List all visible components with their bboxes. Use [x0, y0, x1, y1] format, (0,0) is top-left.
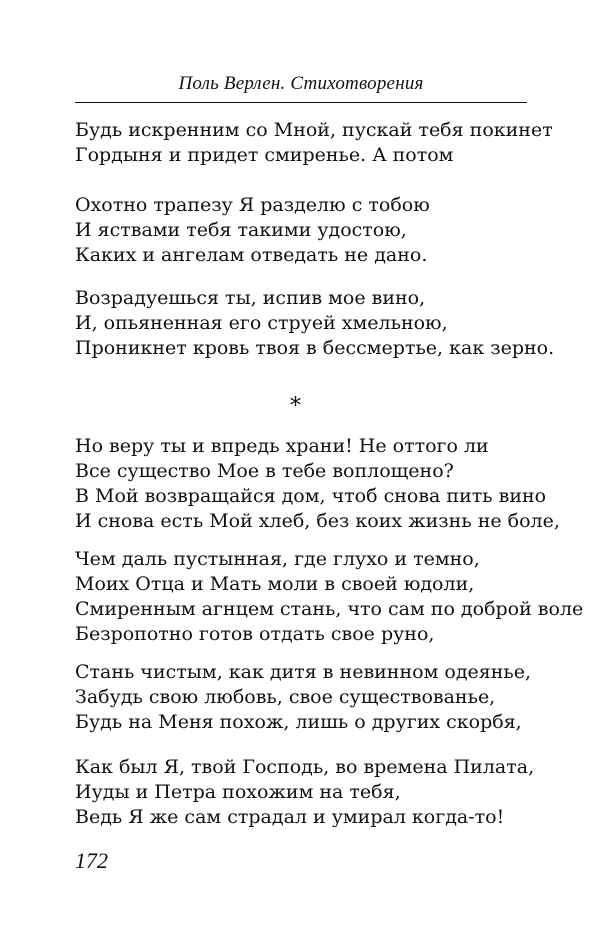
poem-line: Стань чистым, как дитя в невинном одеянье, [75, 661, 532, 683]
stanza-2 [75, 193, 535, 268]
poem-line: И снова есть Мой хлеб, без коих жизнь не боле, [75, 510, 560, 532]
stanza-1 [75, 118, 553, 168]
section-divider-asterisk: * [290, 394, 301, 419]
poem-line: Безропотно готов отдать свое руно, [75, 623, 435, 645]
poem-line: Как был Я, твой Господь, во времена Пилата, [75, 756, 535, 778]
poem-line: Каких и ангелам отведать не дано. [75, 244, 428, 266]
stanza-6 [75, 660, 535, 735]
poem-line: Иуды и Петра похожим на тебя, [75, 781, 401, 803]
stanza-3 [75, 286, 555, 361]
page-number: 172 [75, 848, 108, 873]
poem-line: Ведь Я же сам страдал и умирал когда-то! [75, 806, 505, 828]
stanza-5 [75, 547, 584, 647]
stanza-4 [75, 434, 560, 534]
poem-line: Но веру ты и впредь храни! Не оттого ли [75, 435, 489, 457]
poem-line: Будь на Меня похож, лишь о других скорбя, [75, 711, 522, 733]
poem-line: И, опьяненная его струей хмельною, [75, 312, 448, 334]
poem-line: Возрадуешься ты, испив мое вино, [75, 287, 426, 309]
poem-line: Моих Отца и Мать моли в своей юдоли, [75, 573, 475, 595]
poem-line: Смиренным агнцем стань, что сам по доброй воле [75, 598, 584, 620]
poem-line: Охотно трапезу Я разделю с тобою [75, 194, 430, 216]
poem-line: Проникнет кровь твоя в бессмертье, как зерно. [75, 337, 555, 359]
poem-line: Чем даль пустынная, где глухо и темно, [75, 548, 480, 570]
poem-line: И яствами тебя такими удостою, [75, 219, 407, 241]
poem-line: Все существо Мое в тебе воплощено? [75, 460, 454, 482]
running-header [75, 70, 527, 103]
poem-line: В Мой возвращайся дом, чтоб снова пить вино [75, 485, 547, 507]
poem-line: Будь искренним со Мной, пускай тебя покинет [75, 119, 553, 141]
stanza-7 [75, 755, 535, 830]
poem-line: Забудь свою любовь, свое существованье, [75, 686, 496, 708]
poem-line: Гордыня и придет смиренье. А потом [75, 144, 454, 166]
running-title: Поль Верлен. Стихотворения [178, 73, 424, 94]
